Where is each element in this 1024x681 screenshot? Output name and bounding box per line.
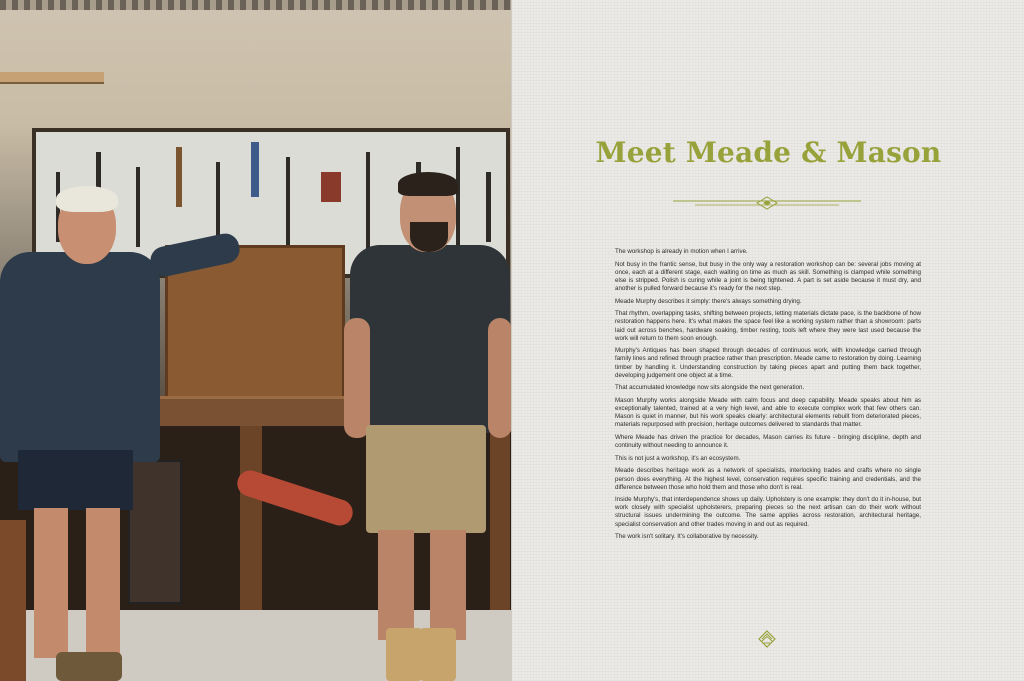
meade-hair	[56, 186, 118, 212]
paragraph: Not busy in the frantic sense, but busy in the only way a restoration workshop can be: several jobs moving at once, each at a different stage, each waiting on time as much as skill. Something is clamped while something else is stripped. Polish is curing while a joint is being tightened. A part is set aside because it must dry, and another is pulled forward because it's ready for the next step.	[615, 260, 921, 292]
mason-hair	[398, 172, 458, 196]
paragraph: This is not just a workshop, it's an ecosystem.	[615, 454, 741, 462]
paragraph: Meade describes heritage work as a network of specialists, interlocking trades and crafts where no single person does everything. At the highest level, conservation requires specific training and credentials, and the difference between those who hold them and those who don't is real.	[615, 467, 921, 491]
paragraph: Where Meade has driven the practice for decades, Mason carries its future - bringing discipline, depth and continuity without needing to announce it.	[615, 433, 921, 450]
mason-leg	[378, 530, 414, 640]
paragraph: The workshop is already in motion when I arrive.	[615, 248, 748, 255]
mason-boot	[420, 628, 456, 681]
meade-leg	[34, 508, 68, 658]
paragraph: That accumulated knowledge now sits alongside the next generation.	[615, 384, 805, 392]
mason-leg	[430, 530, 466, 640]
article-body	[615, 248, 921, 546]
paragraph: The work isn't solitary. It's collaborative by necessity.	[615, 533, 759, 541]
meade-shorts	[18, 450, 133, 510]
meade-shirt	[0, 252, 160, 462]
meade-boots	[56, 652, 122, 681]
meade-leg	[86, 508, 120, 658]
article-title: Meet Meade & Mason	[595, 136, 942, 169]
mason-shorts	[366, 425, 486, 533]
ceiling-beam	[0, 0, 511, 10]
mason-beard	[410, 222, 448, 252]
mason-arm	[344, 318, 370, 438]
emblem-icon	[758, 630, 776, 648]
article-page	[511, 0, 1024, 681]
mason-shirt	[350, 245, 510, 433]
storage-trunk	[128, 460, 182, 604]
paragraph: Meade Murphy describes it simply: there's always something drying.	[615, 297, 802, 305]
paragraph: That rhythm, overlapping tasks, shifting between projects, letting materials dictate pace, is the backbone of how restoration happens here. It's what makes the space feel like a working system rather than a showroom: parts laid out across benches, hardware soaking, timber resting, tools left where they were last used because the work will return to them soon enough.	[615, 310, 921, 342]
divider-ornament-icon	[673, 196, 861, 210]
paragraph: Murphy's Antiques has been shaped through decades of continuous work, with knowledge carried through family lines and refined through practice rather than prescription. Meade came to restoration by doing. Learning timber by handling it. Understanding construction by taking pieces apart and putting them back together, developing judgement one object at a time.	[615, 347, 921, 379]
paragraph: Mason Murphy works alongside Meade with calm focus and deep capability. Meade speaks about him as exceptionally talented, trained at a very high level, and able to execute complex work that few others can. Mason is quiet in manner, but his work speaks clearly: architectural elements rebuilt from deteriorated pieces, materials repurposed with precision, heritage outcomes delivered to standards that matter.	[615, 396, 921, 429]
mason-arm	[488, 318, 511, 438]
workshop-photo	[0, 0, 511, 681]
antique-chair	[165, 245, 345, 420]
paragraph: Inside Murphy's, that interdependence shows up daily. Upholstery is one example: they don't do it in-house, but work closely with specialist upholsterers, preparing pieces so the next artisan can do their work without structural issues undermining the outcome. The same applies across restoration, architectural heritage, specialist conservation and other trades moving in and out as required.	[615, 496, 921, 528]
fluorescent-light	[0, 72, 104, 84]
mason-boot	[386, 628, 422, 681]
turned-post	[0, 520, 26, 681]
